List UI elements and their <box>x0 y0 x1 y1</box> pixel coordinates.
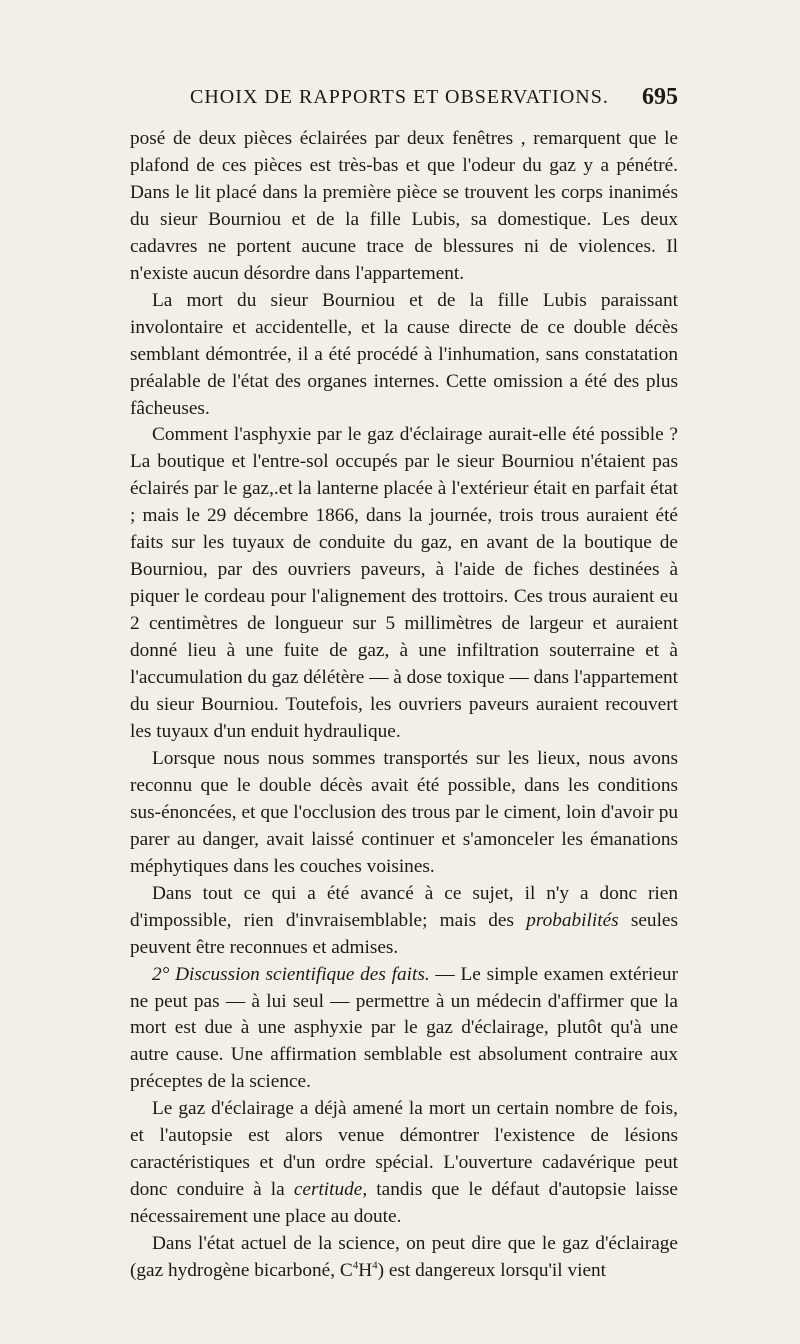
paragraph-6-text: — Le simple examen extérieur ne peut pas — à lui seul — permettre à un médecin d'affirmer que la mort est due à une asphyxie par le gaz d'éclairage, plutôt qu'à une autre cause. Une affirmation semblable est absolument contraire aux préceptes de la science. <box>130 963 678 1093</box>
page-number: 695 <box>642 84 678 110</box>
paragraph-1: posé de deux pièces éclairées par deux fenêtres , remarquent que le plafond de ces pièces est très-bas et que l'odeur du gaz y a pénétré. Dans le lit placé dans la première pièce se trouvent les corps inanimés du sieur Bourniou et de la fille Lubis, sa domestique. Les deux cadavres ne portent aucune trace de blessures ni de violences. Il n'existe aucun désordre dans l'appartement. <box>130 128 678 284</box>
formula-symbol: H <box>358 1260 373 1282</box>
paragraph-7-text-a: Le gaz d'éclairage a déjà amené la mort un certain nombre de fois, et l'autopsie est alors venue démontrer l'existence de lésions caractéristiques et d'un ordre spécial. L'ouverture cadavérique peut donc conduire à la <box>130 1098 678 1201</box>
paragraph-5-emphasis: probabilités <box>526 909 619 931</box>
paragraph-4: Lorsque nous nous sommes transportés sur les lieux, nous avons reconnu que le double décès avait été possible, dans les conditions sus-énoncées, et que l'occlusion des trous par le ciment, loin d'avoir pu parer au danger, avait laissé continuer et s'amonceler les émanations méphytiques dans les couches voisines. <box>130 747 678 877</box>
running-title: CHOIX DE RAPPORTS ET OBSERVATIONS. <box>190 86 609 108</box>
formula-superscript-2: 4 <box>372 1259 378 1272</box>
paragraph-7 <box>130 1096 678 1231</box>
paragraph-8 <box>130 1231 678 1285</box>
running-header <box>130 84 678 118</box>
paragraph-5-text-b: seules peuvent être reconnues et admises. <box>130 909 678 958</box>
paragraph-5-text-a: Dans tout ce qui a été avancé à ce sujet, il n'y a donc rien d'impossible, rien d'invraisemblable; mais des <box>130 882 678 931</box>
paragraph-3: Comment l'asphyxie par le gaz d'éclairage aurait-elle été possible ? La boutique et l'entre-sol occupés par le sieur Bourniou n'étaient pas éclairés par le gaz,.et la lanterne placée à l'extérieur était en parfait état ; mais le 29 décembre 1866, dans la journée, trois trous auraient été faits sur les tuyaux de conduite du gaz, en avant de la boutique de Bourniou, par des ouvriers paveurs, à l'aide de fiches destinées à piquer le cordeau pour l'alignement des trottoirs. Ces trous auraient eu 2 centimètres de longueur sur 5 millimètres de largeur et auraient donné lieu à une fuite de gaz, à une infiltration souterraine et à l'accumulation du gaz délétère — à dose toxique — dans l'appartement du sieur Bourniou. Toutefois, les ouvriers paveurs auraient recouvert les tuyaux d'un enduit hydraulique. <box>130 424 678 742</box>
formula-superscript-1: 4 <box>352 1259 359 1272</box>
body-text <box>130 126 678 1285</box>
paragraph-8-text-b: ) est dangereux lorsqu'il vient <box>377 1260 607 1282</box>
paragraph-8-text-a: Dans l'état actuel de la science, on peut dire que le gaz d'éclairage (gaz hydrogène bicarboné, C <box>130 1233 678 1282</box>
paragraph-6 <box>130 962 678 1097</box>
paragraph-2: La mort du sieur Bourniou et de la fille Lubis paraissant involontaire et accidentelle, et la cause directe de ce double décès semblant démontrée, il a été procédé à l'inhumation, sans constatation préalable de l'état des organes internes. Cette omission a été des plus fâcheuses. <box>130 289 678 419</box>
paragraph-7-emphasis: certitude <box>293 1179 363 1201</box>
paragraph-7-text-b: , tandis que le défaut d'autopsie laisse nécessairement une place au doute. <box>130 1179 678 1228</box>
paragraph-5 <box>130 881 678 962</box>
section-heading: 2° Discussion scientifique des faits. <box>152 963 430 985</box>
